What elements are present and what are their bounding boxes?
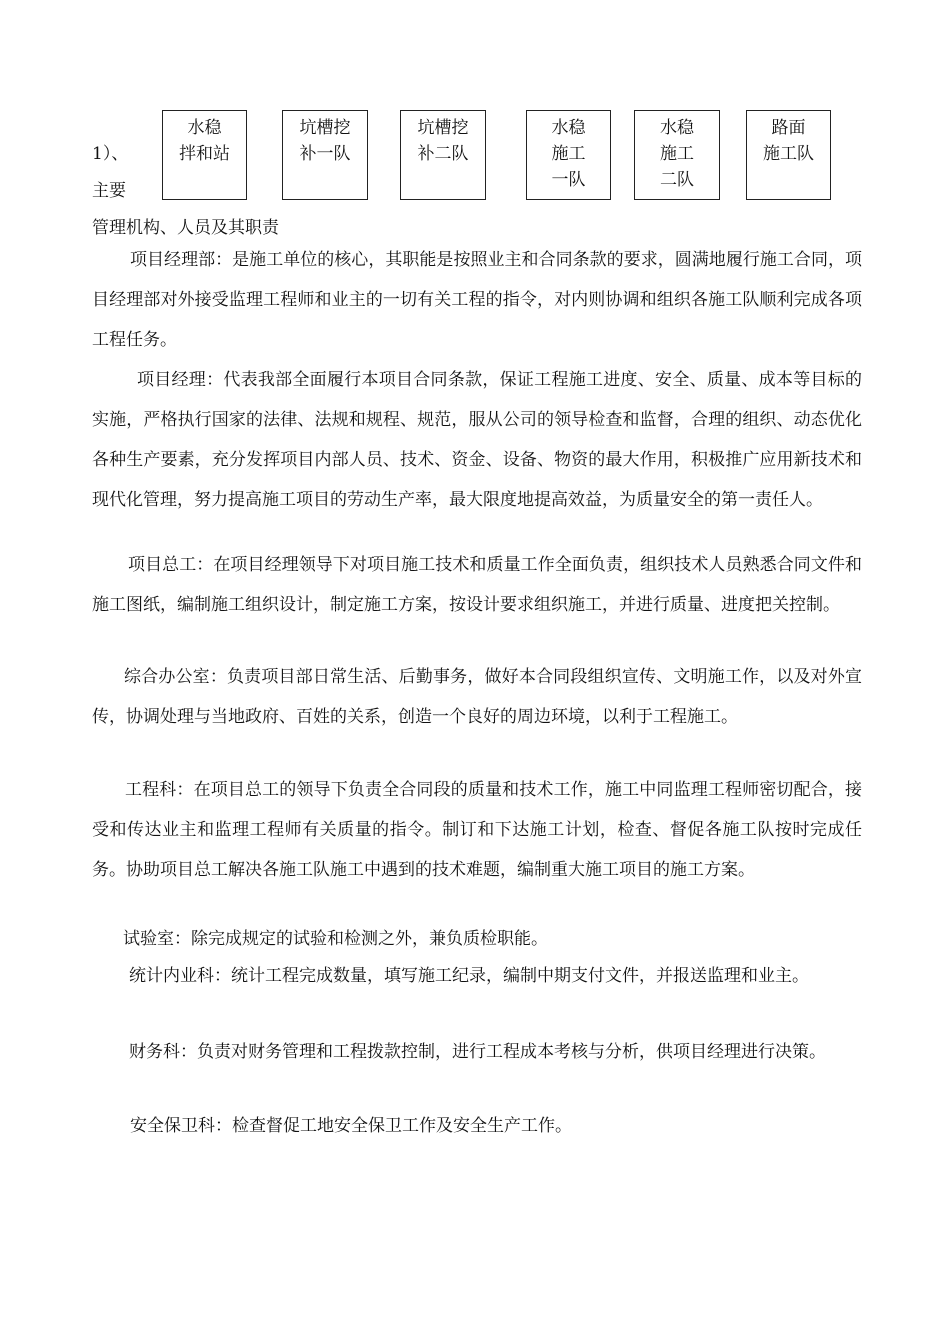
section-title-part1: 主要 — [92, 181, 126, 201]
section-title-part2: 管理机构、人员及其职责 — [92, 218, 279, 238]
team-box-stabilized-construction-2 — [634, 110, 720, 200]
team-box-line: 补二队 — [417, 144, 469, 164]
paragraph-chief-engineer: 项目总工：在项目经理领导下对项目施工技术和质量工作全面负责，组织技术人员熟悉合同文件和施工图纸，编制施工组织设计，制定施工方案，按设计要求组织施工，并进行质量、进度把关控制。 — [92, 555, 862, 615]
team-box-line: 水稳 — [551, 118, 586, 138]
team-box-line: 施工队 — [763, 144, 814, 164]
team-box-line: 拌和站 — [179, 144, 230, 164]
paragraph-security-dept: 安全保卫科：检查督促工地安全保卫工作及安全生产工作。 — [130, 1116, 572, 1136]
team-box-line: 补一队 — [299, 144, 351, 164]
team-box-pit-repair-1 — [282, 110, 368, 200]
team-box-line: 坑槽挖 — [417, 118, 469, 138]
section-number: 1）、 — [92, 144, 129, 164]
team-box-stabilized-construction-1 — [526, 110, 611, 200]
team-box-line: 水稳 — [187, 118, 222, 138]
team-box-line: 施工 — [660, 144, 694, 164]
team-box-line: 水稳 — [660, 118, 694, 138]
team-box-line: 坑槽挖 — [299, 118, 351, 138]
paragraph-project-department: 项目经理部：是施工单位的核心，其职能是按照业主和合同条款的要求，圆满地履行施工合同，项目经理部对外接受监理工程师和业主的一切有关工程的指令，对内则协调和组织各施工队顺利完成各项工程任务。 — [92, 250, 862, 350]
team-box-line: 一队 — [551, 170, 586, 190]
team-box-line: 二队 — [660, 170, 694, 190]
paragraph-engineering-dept: 工程科：在项目总工的领导下负责全合同段的质量和技术工作，施工中同监理工程师密切配合，接受和传达业主和监理工程师有关质量的指令。制订和下达施工计划，检查、督促各施工队按时完成任务。协助项目总工解决各施工队施工中遇到的技术难题，编制重大施工项目的施工方案。 — [92, 780, 862, 880]
team-box-line: 施工 — [551, 144, 586, 164]
team-box-line: 路面 — [771, 118, 806, 138]
team-box-mixing-station — [162, 110, 247, 200]
paragraph-general-office: 综合办公室：负责项目部日常生活、后勤事务，做好本合同段组织宣传、文明施工作，以及对外宣传，协调处理与当地政府、百姓的关系，创造一个良好的周边环境，以利于工程施工。 — [92, 667, 862, 727]
paragraph-statistics-dept: 统计内业科：统计工程完成数量，填写施工纪录，编制中期支付文件，并报送监理和业主。 — [129, 966, 809, 986]
paragraph-finance-dept: 财务科：负责对财务管理和工程拨款控制，进行工程成本考核与分析，供项目经理进行决策。 — [129, 1042, 826, 1062]
team-box-pavement — [746, 110, 831, 200]
paragraph-laboratory: 试验室：除完成规定的试验和检测之外，兼负质检职能。 — [123, 929, 548, 949]
paragraph-project-manager: 项目经理：代表我部全面履行本项目合同条款，保证工程施工进度、安全、质量、成本等目标的实施，严格执行国家的法律、法规和规程、规范，服从公司的领导检查和监督，合理的组织、动态优化各种生产要素，充分发挥项目内部人员、技术、资金、设备、物资的最大作用，积极推广应用新技术和现代化管理，努力提高施工项目的劳动生产率，最大限度地提高效益，为质量安全的第一责任人。 — [92, 370, 862, 510]
team-box-pit-repair-2 — [400, 110, 486, 200]
